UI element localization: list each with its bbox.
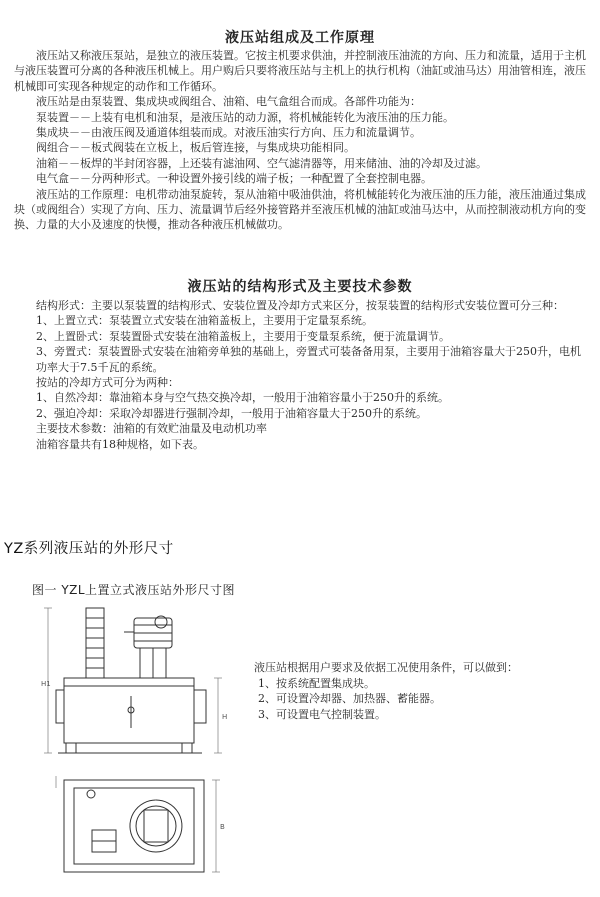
paragraph-tank-specs: 油箱容量共有18种规格，如下表。: [36, 437, 204, 451]
oil-tank-front: [64, 678, 194, 743]
figure-caption: 图一 YZL上置立式液压站外形尺寸图: [32, 583, 236, 597]
figure-caption-container: [32, 581, 600, 598]
section-working-principle: [0, 27, 600, 47]
motor-plan-circle: [136, 806, 176, 846]
dimension-label-b: B: [220, 823, 225, 831]
list-item-natural-cooling: 1、自然冷却：靠油箱本身与空气热交换冷却，一般用于油箱容量小于250升的系统。: [36, 391, 449, 405]
list-item-forced-cooling: 2、强迫冷却：采取冷却器进行强制冷却，一般用于油箱容量大于250升的系统。: [36, 406, 427, 420]
section2-body: [14, 298, 588, 452]
section-title-structure-parameters: 液压站的结构形式及主要技术参数: [187, 279, 413, 295]
paragraph-oil-tank: 油箱－－板焊的半封闭容器，上还装有滤油网、空气滤清器等，用来储油、油的冷却及过滤。: [36, 156, 487, 170]
oil-tank-plan: [64, 780, 204, 872]
figure-notes: [254, 660, 594, 722]
paragraph-working-principle: 液压站的工作原理：电机带动油泵旋转，泵从油箱中吸油供油，将机械能转化为液压油的压力能，液压油通过集成块（或阀组合）实现了方向、压力、流量调节后经外接管路并至液压机械的油缸或油马达中，从而控制液动机方向的变换、力量的大小及速度的快慢，推动各种液压机械做功。: [14, 187, 586, 232]
dimension-label-h: H: [222, 713, 228, 721]
paragraph-electric-box: 电气盒－－分两种形式。一种设置外接引线的端子板；一种配置了全套控制电器。: [36, 172, 432, 186]
list-item-side-mounted: 3、旁置式：泵装置卧式安装在油箱旁单独的基础上，旁置式可装备备用泵，主要用于油箱容量大于250升，电机功率大于7.5千瓦的系统。: [36, 345, 581, 374]
paragraph-main-parameters: 主要技术参数：油箱的有效贮油量及电动机功率: [36, 422, 267, 436]
dimension-label-h1: H1: [41, 680, 51, 688]
yz-series-heading: [4, 537, 600, 558]
yz-series-title: YZ系列液压站的外形尺寸: [4, 541, 174, 557]
note-item-2: 2、可设置冷却器、加热器、蓄能器。: [258, 692, 441, 705]
paragraph-structure-form: 结构形式：主要以泵装置的结构形式、安装位置及冷却方式来区分，按泵装置的结构形式安装位置可分三种：: [36, 299, 564, 312]
section-title-working-principle: 液压站组成及工作原理: [225, 30, 375, 46]
notes-title: 液压站根据用户要求及依据工况使用条件，可以做到：: [254, 661, 518, 674]
technical-drawing: [36, 598, 236, 893]
paragraph-components: 液压站是由泵装置、集成块或阀组合、油箱、电气盒组合而成。各部件功能为：: [36, 95, 421, 109]
section-structure-parameters: [0, 276, 600, 296]
paragraph-manifold-block: 集成块－－由液压阀及通道体组装而成。对液压油实行方向、压力和流量调节。: [36, 126, 421, 140]
paragraph-intro: 液压站又称液压泵站，是独立的液压装置。它按主机要求供油，并控制液压油流的方向、压力和流量，适用于主机与液压装置可分离的各种液压机械上。用户购后只要将液压站与主机上的执行机构（油缸或油马达）用油管相连，液压机械即可实现各种规定的动作和工作循环。: [14, 49, 586, 93]
paragraph-pump-device: 泵装置－－上装有电机和油泵，是液压站的动力源，将机械能转化为液压油的压力能。: [36, 110, 454, 124]
list-item-top-horizontal: 2、上置卧式：泵装置卧式安装在油箱盖板上，主要用于变量泵系统，便于流量调节。: [36, 329, 450, 343]
paragraph-cooling-types: 按站的冷却方式可分为两种：: [36, 376, 179, 390]
breather-cap: [87, 790, 95, 798]
section1-body: [14, 48, 588, 233]
note-item-1: 1、按系统配置集成块。: [258, 676, 375, 690]
yzl-drawing: [36, 598, 236, 893]
paragraph-valve-group: 阀组合－－板式阀装在立板上，板后管连接，与集成块功能相同。: [36, 141, 355, 155]
note-item-3: 3、可设置电气控制装置。: [258, 707, 386, 721]
list-item-top-vertical: 1、上置立式：泵装置立式安装在油箱盖板上，主要用于定量泵系统。: [36, 314, 373, 328]
